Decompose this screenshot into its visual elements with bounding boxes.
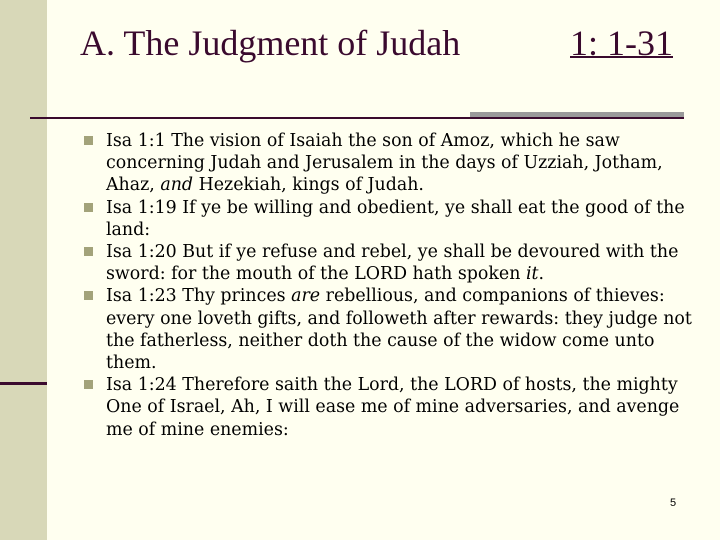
verse-italic: and bbox=[160, 175, 194, 196]
square-bullet-icon bbox=[84, 291, 93, 300]
verse-text: . bbox=[538, 264, 545, 285]
verse-italic: are bbox=[291, 286, 321, 307]
verse-text: Isa 1:1 The vision of Isaiah the son of Amoz, which he saw concerning Judah and Jerusalem in the days of Uzziah, Jotham, Ahaz, bbox=[106, 131, 663, 196]
verse-text: rebellious, and companions of thieves: every one loveth gifts, and followeth after rewards: they judge not the fatherless, neither doth the cause of the widow come unto them. bbox=[106, 286, 692, 374]
slide-title-reference: 1: 1-31 bbox=[570, 23, 673, 63]
page-number: 5 bbox=[670, 497, 677, 509]
left-bar-accent-line bbox=[0, 382, 47, 385]
verse-item bbox=[84, 285, 694, 374]
left-decorative-bar bbox=[0, 0, 47, 540]
verse-list bbox=[84, 130, 694, 441]
slide-title: A. The Judgment of Judah bbox=[80, 23, 461, 63]
verse-text: Isa 1:24 Therefore saith the Lord, the LORD of hosts, the mighty One of Israel, Ah, I will ease me of mine adversaries, and avenge me of mine enemies: bbox=[106, 375, 680, 440]
verse-item bbox=[84, 241, 694, 285]
square-bullet-icon bbox=[84, 380, 93, 389]
verse-text: Isa 1:20 But if ye refuse and rebel, ye shall be devoured with the sword: for the mouth of the LORD hath spoken bbox=[106, 242, 679, 285]
verse-item bbox=[84, 197, 694, 241]
verse-item bbox=[84, 374, 694, 441]
square-bullet-icon bbox=[84, 247, 93, 256]
verse-italic: it bbox=[525, 264, 539, 285]
verse-text: Isa 1:19 If ye be willing and obedient, ye shall eat the good of the land: bbox=[106, 197, 685, 240]
verse-text: Hezekiah, kings of Judah. bbox=[193, 175, 424, 196]
verse-item bbox=[84, 130, 694, 197]
verse-text: Isa 1:23 Thy princes bbox=[106, 286, 292, 307]
title-rule bbox=[30, 117, 684, 119]
square-bullet-icon bbox=[84, 203, 93, 212]
square-bullet-icon bbox=[84, 136, 93, 145]
